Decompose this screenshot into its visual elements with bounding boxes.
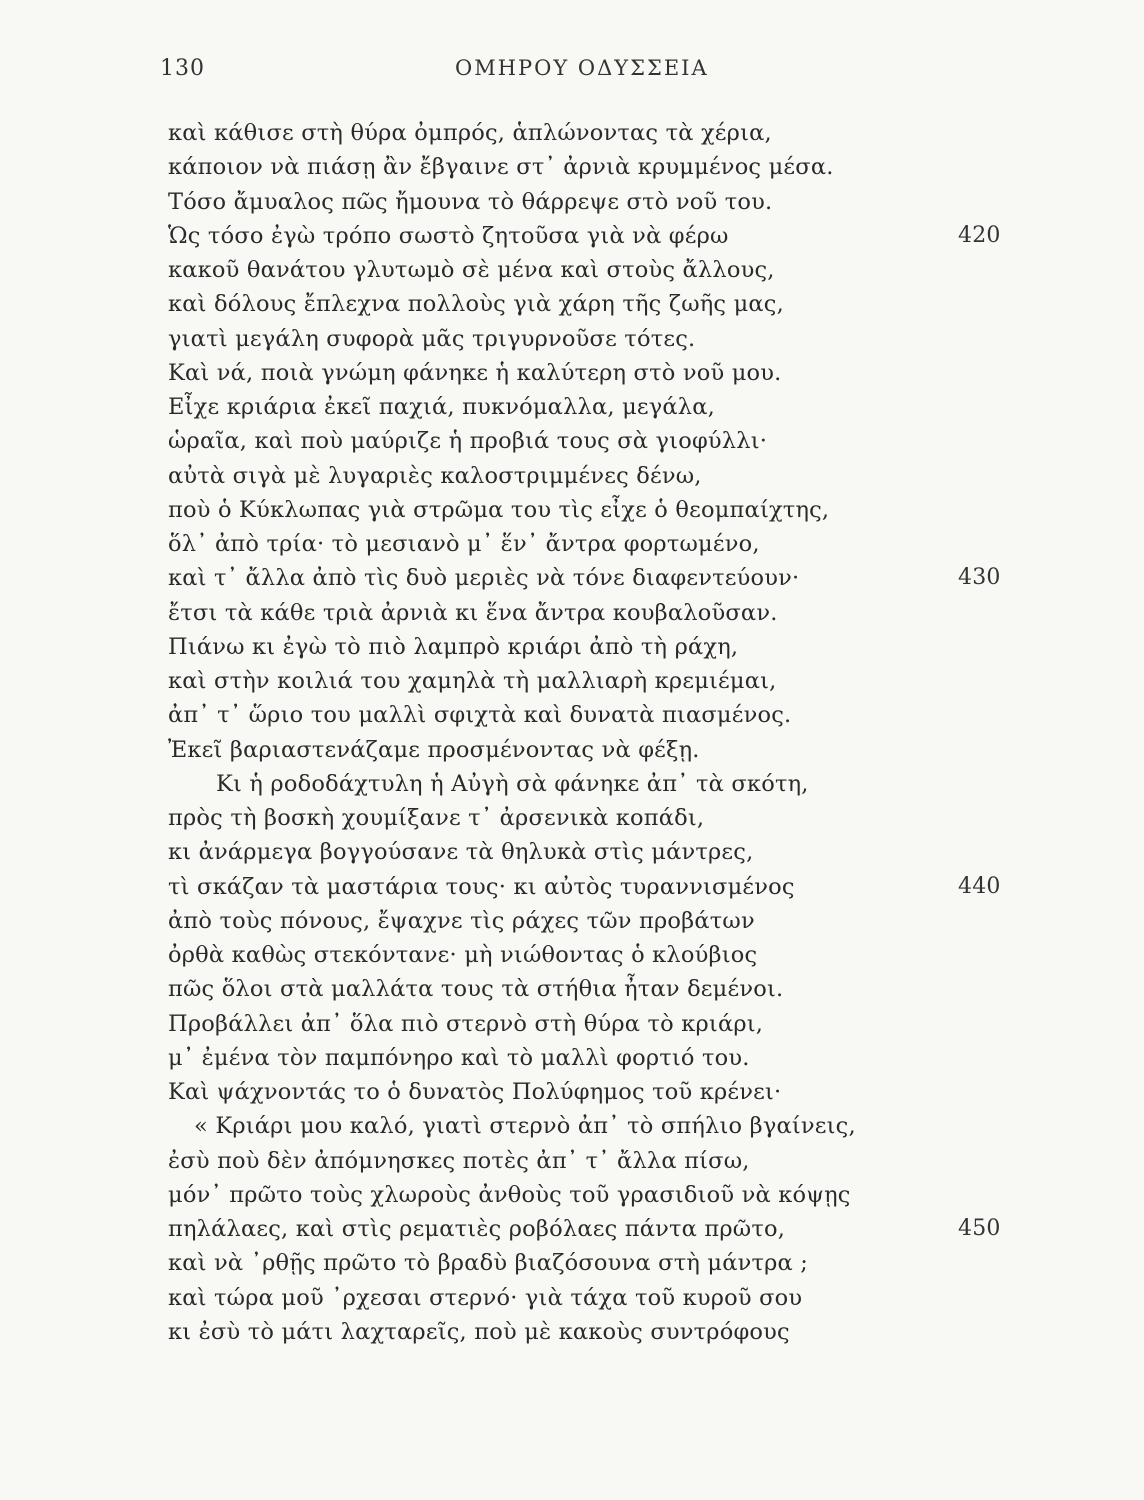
verse-line xyxy=(168,801,1028,835)
verse-text: ὀρθὰ καθὼς στεκόντανε· μὴ νιώθοντας ὁ κλούβιος xyxy=(168,942,758,968)
verse-line xyxy=(168,904,1028,938)
verse-line xyxy=(168,698,1028,732)
verse-line xyxy=(168,322,1028,356)
verse-line xyxy=(168,150,1028,184)
verse-text: Καὶ ψάχνοντάς το ὁ δυνατὸς Πολύφημος τοῦ κρένει· xyxy=(168,1079,782,1105)
verse-line xyxy=(168,1144,1028,1178)
verse-line xyxy=(168,664,1028,698)
verse-text: πρὸς τὴ βοσκὴ χουμίξανε τ᾿ ἀρσενικὰ κοπάδι, xyxy=(168,805,705,831)
verse-line xyxy=(168,596,1028,630)
page-header xyxy=(160,56,1010,92)
line-number: 420 xyxy=(958,222,1001,248)
verse-text: κι ἐσὺ τὸ μάτι λαχταρεῖς, ποὺ μὲ κακοὺς συντρόφους xyxy=(168,1318,790,1345)
running-title: ΟΜΗΡΟΥ ΟΔΥΣΣΕΙΑ xyxy=(455,56,709,80)
verse-text: Κι ἡ ροδοδάχτυλη ἡ Αὐγὴ σὰ φάνηκε ἀπ᾿ τὰ σκότη, xyxy=(216,770,809,797)
verse-block xyxy=(168,116,1028,1349)
verse-text: κι ἀνάρμεγα βογγούσανε τὰ θηλυκὰ στὶς μάντρες, xyxy=(168,839,754,866)
verse-text: ἐσὺ ποὺ δὲν ἀπόμνησκες ποτὲς ἀπ᾿ τ᾿ ἄλλα πίσω, xyxy=(168,1147,750,1174)
verse-line xyxy=(168,459,1028,493)
verse-text: Πιάνω κι ἐγὼ τὸ πιὸ λαμπρὸ κριάρι ἀπὸ τὴ ράχη, xyxy=(168,633,739,660)
verse-line xyxy=(168,870,1028,904)
verse-line xyxy=(168,1246,1028,1280)
verse-line xyxy=(168,185,1028,219)
verse-text: ἀπὸ τοὺς πόνους, ἔψαχνε τὶς ράχες τῶν προβάτων xyxy=(168,907,755,934)
verse-text: ὡραῖα, καὶ ποὺ μαύριζε ἡ προβιά τους σὰ γιοφύλλι· xyxy=(168,428,768,455)
verse-line xyxy=(168,424,1028,458)
verse-text: ποὺ ὁ Κύκλωπας γιὰ στρῶμα του τὶς εἶχε ὁ θεομπαίχτης, xyxy=(168,496,830,523)
verse-line xyxy=(168,390,1028,424)
verse-line xyxy=(168,1212,1028,1246)
verse-line xyxy=(168,938,1028,972)
verse-text: γιατὶ μεγάλη συφορὰ μᾶς τριγυρνοῦσε τότες. xyxy=(168,325,696,352)
verse-text: « Κριάρι μου καλό, γιατὶ στερνὸ ἀπ᾿ τὸ σπήλιο βγαίνεις, xyxy=(194,1113,856,1140)
verse-line xyxy=(168,527,1028,561)
verse-text: ἔτσι τὰ κάθε τριὰ ἀρνιὰ κι ἕνα ἄντρα κουβαλοῦσαν. xyxy=(168,599,778,626)
line-number: 440 xyxy=(958,873,1001,899)
verse-line xyxy=(168,116,1028,150)
verse-text: τὶ σκάζαν τὰ μαστάρια τους· κι αὐτὸς τυραννισμένος xyxy=(168,873,795,900)
verse-text: μόν᾿ πρῶτο τοὺς χλωροὺς ἀνθοὺς τοῦ γρασιδιοῦ νὰ κόψῃς xyxy=(168,1181,851,1208)
verse-line xyxy=(168,1041,1028,1075)
verse-text: κάποιον νὰ πιάσῃ ἂν ἔβγαινε στ᾿ ἀρνιὰ κρυμμένος μέσα. xyxy=(168,154,834,181)
verse-text: καὶ τ᾿ ἄλλα ἀπὸ τὶς δυὸ μεριὲς νὰ τόνε διαφεντεύουν· xyxy=(168,565,800,592)
verse-text: Ὡς τόσο ἐγὼ τρόπο σωστὸ ζητοῦσα γιὰ νὰ φέρω xyxy=(168,222,729,249)
verse-line xyxy=(168,561,1028,595)
verse-line xyxy=(168,1075,1028,1109)
verse-line xyxy=(168,835,1028,869)
verse-text: πῶς ὅλοι στὰ μαλλάτα τους τὰ στήθια ἦταν δεμένοι. xyxy=(168,976,784,1003)
verse-text: πηλάλαες, καὶ στὶς ρεματιὲς ροβόλαες πάντα πρῶτο, xyxy=(168,1216,786,1242)
verse-text: Τόσο ἄμυαλος πῶς ἤμουνα τὸ θάρρεψε στὸ νοῦ του. xyxy=(168,188,773,215)
verse-text: κακοῦ θανάτου γλυτωμὸ σὲ μένα καὶ στοὺς ἄλλους, xyxy=(168,257,775,283)
page-number: 130 xyxy=(160,56,205,81)
verse-text: αὐτὰ σιγὰ μὲ λυγαριὲς καλοστριμμένες δένω, xyxy=(168,462,702,489)
verse-line xyxy=(168,767,1028,801)
verse-text: Προβάλλει ἀπ᾿ ὅλα πιὸ στερνὸ στὴ θύρα τὸ κριάρι, xyxy=(168,1010,764,1037)
line-number: 450 xyxy=(958,1216,1001,1241)
verse-line xyxy=(168,219,1028,253)
verse-line xyxy=(168,972,1028,1006)
verse-line xyxy=(168,630,1028,664)
verse-text: Εἶχε κριάρια ἐκεῖ παχιά, πυκνόμαλλα, μεγάλα, xyxy=(168,394,716,420)
verse-text: καὶ νὰ ᾿ρθῇς πρῶτο τὸ βραδὺ βιαζόσουνα στὴ μάντρα ; xyxy=(168,1250,809,1277)
verse-text: ἀπ᾿ τ᾿ ὥριο του μαλλὶ σφιχτὰ καὶ δυνατὰ πιασμένος. xyxy=(168,702,792,729)
verse-line xyxy=(168,1315,1028,1349)
verse-line xyxy=(168,733,1028,767)
verse-line xyxy=(168,356,1028,390)
verse-text: καὶ δόλους ἔπλεχνα πολλοὺς γιὰ χάρη τῆς ζωῆς μας, xyxy=(168,291,784,318)
verse-text: Καὶ νά, ποιὰ γνώμη φάνηκε ἡ καλύτερη στὸ νοῦ μου. xyxy=(168,359,782,386)
verse-text: ὅλ᾿ ἀπὸ τρία· τὸ μεσιανὸ μ᾿ ἕν᾿ ἄντρα φορτωμένο, xyxy=(168,531,760,557)
verse-line xyxy=(168,1178,1028,1212)
verse-line xyxy=(168,253,1028,287)
verse-text: Ἐκεῖ βαριαστενάζαμε προσμένοντας νὰ φέξῃ. xyxy=(168,736,700,763)
verse-line xyxy=(168,1109,1028,1143)
verse-line xyxy=(168,493,1028,527)
verse-line xyxy=(168,1007,1028,1041)
verse-text: καὶ τώρα μοῦ ᾿ρχεσαι στερνό· γιὰ τάχα τοῦ κυροῦ σου xyxy=(168,1284,803,1311)
line-number: 430 xyxy=(958,565,1001,591)
verse-text: καὶ κάθισε στὴ θύρα ὀμπρός, ἁπλώνοντας τὰ χέρια, xyxy=(168,120,772,146)
verse-text: μ᾿ ἐμένα τὸν παμπόνηρο καὶ τὸ μαλλὶ φορτιό του. xyxy=(168,1044,750,1071)
verse-line xyxy=(168,287,1028,321)
verse-text: καὶ στὴν κοιλιά του χαμηλὰ τὴ μαλλιαρὴ κρεμιέμαι, xyxy=(168,668,777,694)
verse-line xyxy=(168,1281,1028,1315)
